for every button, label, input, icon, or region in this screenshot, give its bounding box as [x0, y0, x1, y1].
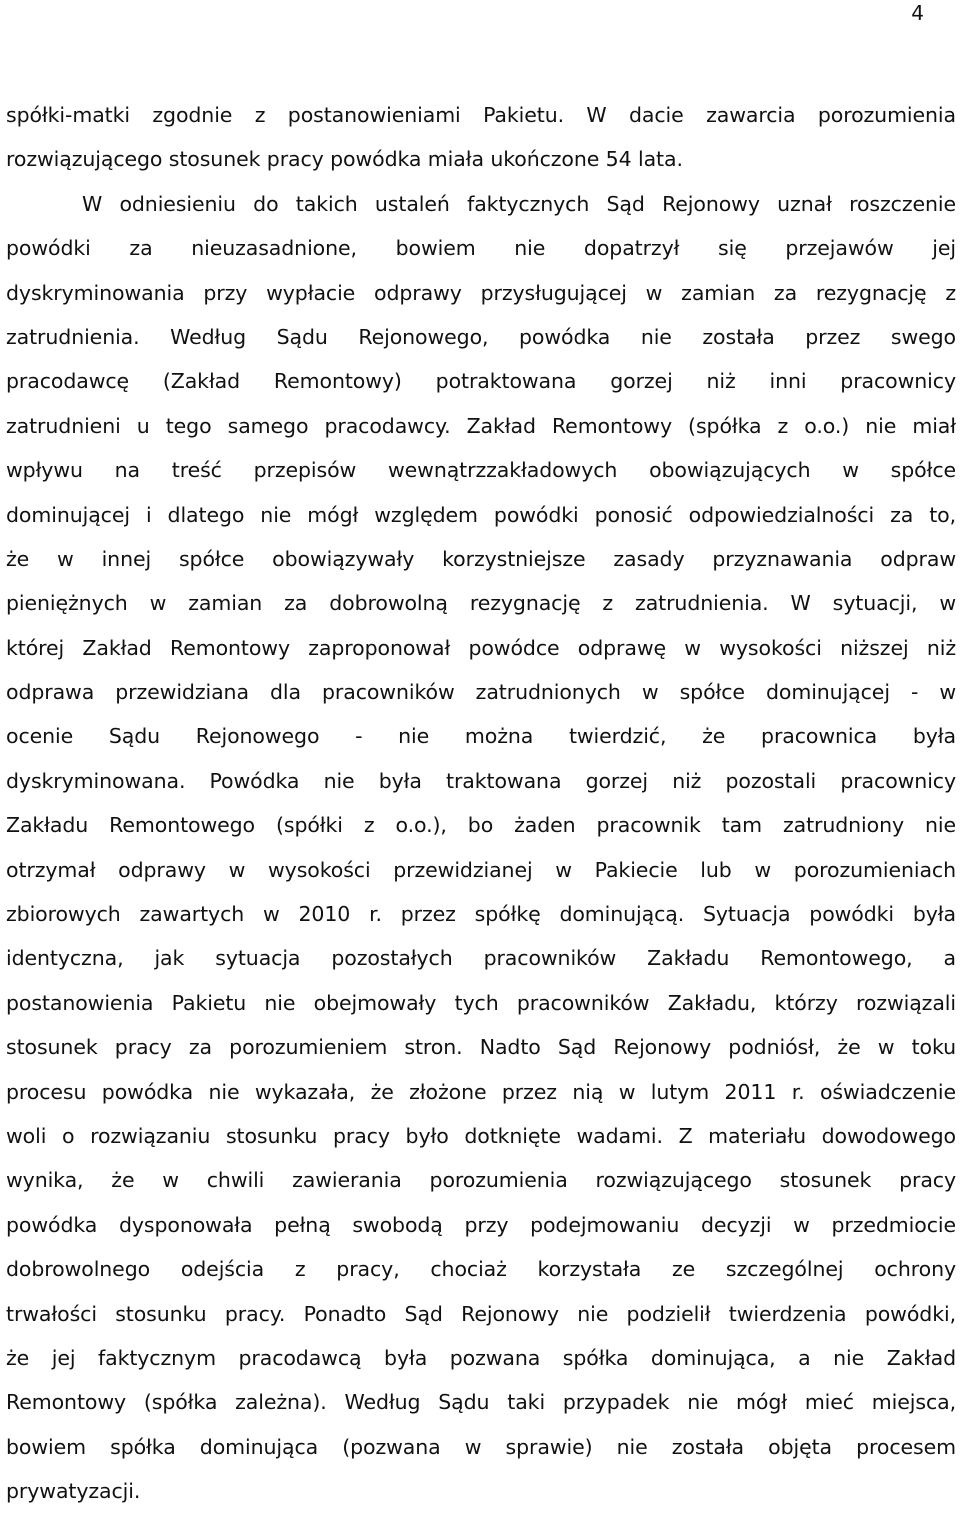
text-line: że w innej spółce obowiązywały korzystniejsze zasady przyznawania odpraw: [6, 546, 956, 571]
text-line: pieniężnych w zamian za dobrowolną rezygnację z zatrudnienia. W sytuacji, w: [6, 591, 956, 616]
text-line: dyskryminowana. Powódka nie była traktowana gorzej niż pozostali pracownicy: [6, 768, 956, 793]
text-line: zbiorowych zawartych w 2010 r. przez spółkę dominującą. Sytuacja powódki była: [6, 902, 956, 927]
page-number: 4: [911, 1, 924, 25]
text-line: spółki-matki zgodnie z postanowieniami Pakietu. W dacie zawarcia porozumienia: [6, 103, 956, 127]
text-line: dyskryminowania przy wypłacie odprawy przysługującej w zamian za rezygnację z: [6, 280, 956, 305]
text-line: postanowienia Pakietu nie obejmowały tych pracowników Zakładu, którzy rozwiązali: [6, 990, 956, 1015]
text-line: Zakładu Remontowego (spółki z o.o.), bo żaden pracownik tam zatrudniony nie: [6, 813, 956, 838]
text-line: bowiem spółka dominująca (pozwana w sprawie) nie została objęta procesem: [6, 1434, 956, 1459]
text-line: że jej faktycznym pracodawcą była pozwana spółka dominująca, a nie Zakład: [6, 1345, 956, 1370]
text-line: wpływu na treść przepisów wewnątrzzakładowych obowiązujących w spółce: [6, 458, 956, 483]
text-line: rozwiązującego stosunek pracy powódka miała ukończone 54 lata.: [6, 147, 683, 172]
text-line: dominującej i dlatego nie mógł względem powódki ponosić odpowiedzialności za to,: [6, 502, 956, 527]
text-line: powódka dysponowała pełną swobodą przy podejmowaniu decyzji w przedmiocie: [6, 1212, 956, 1237]
text-line: W odniesieniu do takich ustaleń faktycznych Sąd Rejonowy uznał roszczenie: [82, 191, 956, 216]
text-line: stosunek pracy za porozumieniem stron. Nadto Sąd Rejonowy podniósł, że w toku: [6, 1035, 956, 1060]
text-line: woli o rozwiązaniu stosunku pracy było dotknięte wadami. Z materiału dowodowego: [6, 1123, 956, 1148]
text-line: procesu powódka nie wykazała, że złożone przez nią w lutym 2011 r. oświadczenie: [6, 1079, 956, 1104]
text-line: prywatyzacji.: [6, 1479, 141, 1504]
text-line: Remontowy (spółka zależna). Według Sądu taki przypadek nie mógł mieć miejsca,: [6, 1390, 956, 1415]
text-line: której Zakład Remontowy zaproponował powódce odprawę w wysokości niższej niż: [6, 635, 956, 660]
text-line: pracodawcę (Zakład Remontowy) potraktowana gorzej niż inni pracownicy: [6, 369, 956, 394]
text-line: dobrowolnego odejścia z pracy, chociaż korzystała ze szczególnej ochrony: [6, 1257, 956, 1282]
text-line: trwałości stosunku pracy. Ponadto Sąd Rejonowy nie podzielił twierdzenia powódki,: [6, 1301, 956, 1326]
document-body-text: [6, 93, 956, 1514]
text-line: otrzymał odprawy w wysokości przewidzianej w Pakiecie lub w porozumieniach: [6, 857, 956, 882]
text-line: identyczna, jak sytuacja pozostałych pracowników Zakładu Remontowego, a: [6, 946, 956, 971]
text-line: odprawa przewidziana dla pracowników zatrudnionych w spółce dominującej - w: [6, 680, 956, 705]
text-line: wynika, że w chwili zawierania porozumienia rozwiązującego stosunek pracy: [6, 1168, 956, 1193]
text-line: powódki za nieuzasadnione, bowiem nie dopatrzył się przejawów jej: [6, 236, 956, 261]
text-line: zatrudnienia. Według Sądu Rejonowego, powódka nie została przez swego: [6, 324, 956, 349]
text-line: zatrudnieni u tego samego pracodawcy. Zakład Remontowy (spółka z o.o.) nie miał: [6, 413, 956, 438]
text-line: ocenie Sądu Rejonowego - nie można twierdzić, że pracownica była: [6, 724, 956, 749]
